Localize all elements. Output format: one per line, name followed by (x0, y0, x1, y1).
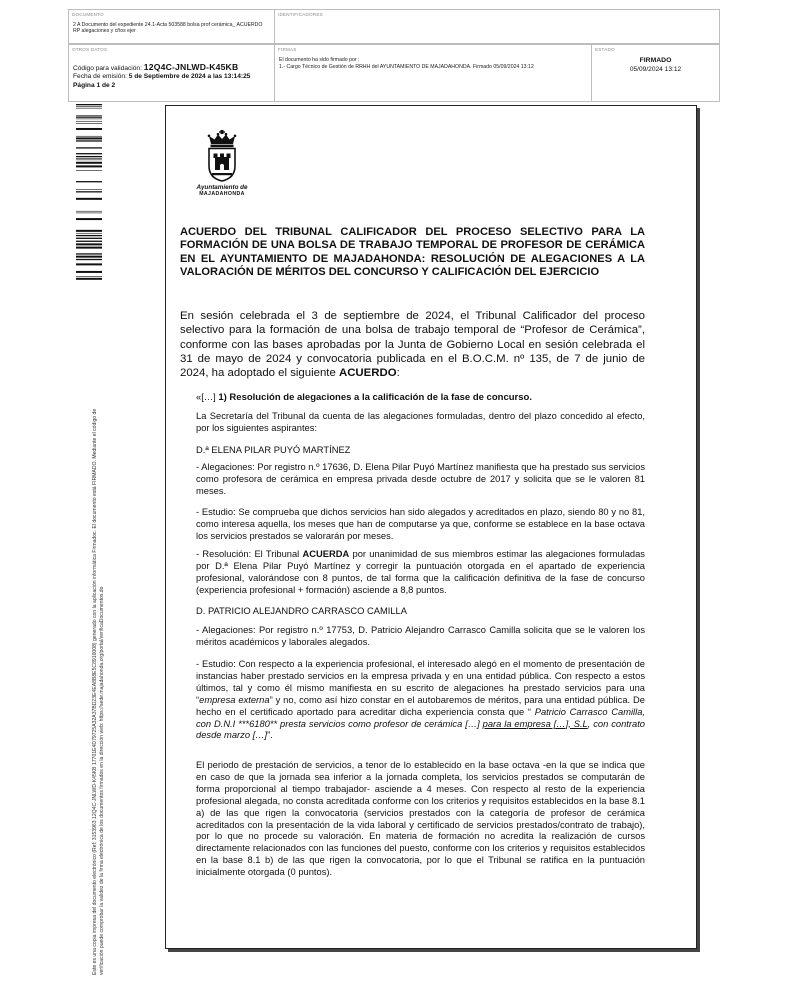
document-description: 2 A Documento del expediente 24.1-Acta 503588 bolsa prof cerámica_ ACUERDO RP alegaciones y cños ejer (73, 22, 263, 35)
identifiers-label: IDENTIFICADORES (278, 12, 323, 17)
emission-date: 5 de Septiembre de 2024 a las 13:14:25 (128, 73, 251, 80)
barcode-bar (76, 253, 102, 254)
barcode-bar (76, 162, 102, 164)
section-heading (196, 392, 645, 404)
validation-label: Código para validación: (73, 65, 142, 72)
page-count: Página 1 de 2 (73, 82, 116, 89)
status-date: 05/09/2024 13:12 (629, 66, 682, 73)
barcode-bar (76, 156, 102, 157)
estudio-1: - Estudio: Se comprueba que dichos servicios han sido alegados y acreditados en plazo, siendo 80 y no 81, como interesa aquella, los meses que han de computarse ya que, conforme se establece en la base octava los servicios prestados se valorarán por meses. (196, 507, 645, 541)
side-note-line-1: Este es una copia impresa del documento electrónico (Ref: 3153963 12Q4C-JNLWD-K45KB 17701E4D79725A32A37BD23E4EA8B8E5C8910008) generado con la aplicación informática Firmadoc. El documento está FIRMADO. Mediante el código de (92, 408, 98, 975)
estudio-2-part-1: - Estudio: Con respecto a la experiencia profesional, el interesado alegó en el momento de presentación de instancias haber prestado servicios en la empresa privada y en una entidad pública. Con respecto a estos últimos, tal y como él mismo manifiesta en su escrito de alegaciones ha prestado servicios para una “ (196, 659, 645, 705)
barcode-bar (76, 241, 102, 242)
barcode-bar (76, 263, 102, 265)
estudio-2 (196, 659, 645, 742)
document-label: DOCUMENTO (72, 12, 104, 17)
barcode-bar (76, 218, 102, 220)
resolucion-1-acuerda: ACUERDA (302, 549, 350, 559)
barcode-bar (76, 170, 102, 171)
intro-acuerdo: ACUERDO (338, 367, 397, 380)
barcode-bar (76, 230, 102, 232)
estudio-2-end: ”. (267, 730, 273, 741)
applicant-name-1: D.ª ELENA PILAR PUYÓ MARTÍNEZ (196, 445, 351, 455)
barcode-bar (76, 259, 102, 260)
logo-text-line-1: Ayuntamiento de (196, 184, 248, 191)
barcode-bar (76, 153, 102, 154)
barcode-bar (76, 137, 102, 139)
barcode-bar (76, 247, 102, 249)
barcode-bar (76, 238, 102, 239)
heading-prefix: «[…] (196, 392, 219, 402)
barcode-bar (76, 160, 102, 161)
barcode-bar (76, 140, 102, 141)
logo-text-line-2: MAJADAHONDA (199, 191, 245, 197)
validation-row (73, 62, 238, 72)
barcode-bar (76, 278, 102, 280)
barcode-bar (76, 106, 102, 107)
side-note-line-2: verificación puede comprobar la validez de la firma electrónica de los documentos firmados en la dirección web: https://sede.majadahonda.org/portal/verificaDocumentos.do (98, 586, 105, 975)
signatures-line-2: 1.- Cargo Técnico de Gestión de RRHH del AYUNTAMIENTO DE MAJADAHONDA. Firmado 05/09/2024 13:12 (279, 64, 534, 70)
coat-of-arms-icon (204, 130, 240, 182)
paragraph-periodo: El periodo de prestación de servicios, a tenor de lo establecido en la base octava -en la que se indica que en caso de que la jornada sea inferior a la jornada completa, los servicios prestados se computarán de forma proporcional al tiempo trabajador- asciende a 4 meses. Con respecto al resto de la experiencia profesional alegada, no consta acreditada conforme con los criterios y requisitos establecidos en la base 8.1 a) de las que rigen la convocatoria (servicios prestados con la categoría de profesor de cerámica acreditados con la presentación de la vida laboral y certificado de servicios prestados/contrato de trabajo), por lo que no procede su valoración. En materia de formación no acredita la realización de cursos directamente relacionados con las funciones del puesto, conforme con los criterios y requisitos establecidos en la base 8.1 b) de las que rigen la convocatoria, por lo que el Tribunal se ratifica en la puntuación inicialmente otorgada (0 puntos). (196, 760, 645, 878)
resolucion-1-post: por unanimidad de sus miembros estimar las alegaciones formuladas por D.ª Elena Pilar Puyó Martínez y corregir la puntuación otorgada en el apartado de experiencia profesional, valorándose con 8 puntos, de tal forma que la calificación definitiva de la fase de concurso (experiencia profesional + formación) asciende a 8,8 puntos. (196, 549, 645, 595)
barcode-bar (76, 191, 102, 192)
barcode-bar (76, 235, 102, 236)
signatures-line-1: El documento ha sido firmado por : (279, 57, 360, 63)
barcode-bar (76, 213, 102, 214)
barcode-bar (76, 181, 102, 182)
resolucion-1 (196, 549, 645, 597)
barcode-bar (76, 136, 102, 137)
estudio-2-quote-underlined: para la empresa […], S.L (482, 718, 588, 729)
other-data-label: OTROS DATOS (72, 47, 108, 52)
barcode-icon (76, 104, 102, 281)
barcode-bar (76, 119, 102, 120)
city-logo (187, 130, 257, 205)
other-data-box (68, 44, 275, 102)
resolucion-1-pre: - Resolución: El Tribunal (196, 549, 303, 559)
estudio-2-empresa-externa: empresa externa (199, 694, 270, 705)
estudio-2-quote-1: Patricio Carrasco Camilla, con D.N.I ***6180** presta servicios como profesor de cerámica […] (196, 706, 645, 729)
document-title: ACUERDO DEL TRIBUNAL CALIFICADOR DEL PROCESO SELECTIVO PARA LA FORMACIÓN DE UNA BOLSA DE TRABAJO TEMPORAL DE PROFESOR DE CERÁMICA EN EL AYUNTAMIENTO DE MAJADAHONDA: RESOLUCIÓN DE ALEGACIONES A LA VALORACIÓN DE MÉRITOS DEL CONCURSO Y CALIFICACIÓN DEL EJERCICIO (180, 226, 645, 279)
barcode-bar (76, 147, 102, 148)
barcode-bar (76, 211, 102, 212)
barcode-bar (76, 123, 102, 124)
identifiers-box (274, 9, 720, 44)
signatures-box (274, 44, 592, 102)
barcode-bar (76, 271, 102, 273)
barcode-bar (76, 198, 102, 200)
barcode-bar (76, 116, 102, 117)
alegaciones-2: - Alegaciones: Por registro n.º 17753, D. Patricio Alejandro Carrasco Camilla solicita que se le valoren los méritos académicos y laborales alegados. (196, 625, 645, 647)
intro-end: : (396, 367, 400, 380)
paragraph-secretaria: La Secretaría del Tribunal da cuenta de las alegaciones formuladas, dentro del plazo concedido al efecto, por los siguientes aspirantes: (196, 411, 645, 433)
status-label: ESTADO (595, 47, 615, 52)
heading-text: 1) Resolución de alegaciones a la calificación de la fase de concurso. (218, 392, 532, 403)
status-value: FIRMADO (639, 57, 672, 64)
barcode-bar (76, 115, 102, 116)
barcode-bar (76, 276, 102, 277)
alegaciones-1: - Alegaciones: Por registro n.º 17636, D. Elena Pilar Puyó Martínez manifiesta que ha prestado sus servicios como profesora de cerámica en empresa privada desde octubre de 2017 y solicita que se le valoren 81 meses. (196, 462, 645, 496)
emission-row (73, 73, 250, 80)
estudio-2-quote-2: , con contrato desde marzo […] (196, 718, 645, 741)
status-box (591, 44, 720, 102)
barcode-bar (76, 189, 102, 190)
barcode-bar (76, 165, 102, 167)
signatures-label: FIRMAS (278, 47, 297, 52)
intro-paragraph (180, 309, 645, 380)
document-box (68, 9, 275, 44)
barcode-bar (76, 256, 102, 258)
verification-side-note (80, 307, 104, 975)
emission-label: Fecha de emisión: (73, 73, 127, 80)
barcode-bar (76, 128, 102, 130)
validation-code[interactable]: 12Q4C-JNLWD-K45KB (143, 62, 239, 72)
intro-text: En sesión celebrada el 3 de septiembre de 2024, el Tribunal Calificador del proceso selectivo para la formación de una bolsa de trabajo temporal de “Profesor de Cerámica”, conforme con las bases aprobadas por la Junta de Gobierno Local en sesión celebrada el 31 de mayo de 2024 y convocatoria publicada en el B.O.C.M. nº 135, de 7 de junio de 2024, ha adoptado el siguiente (180, 310, 645, 380)
barcode-bar (76, 158, 102, 159)
barcode-bar (76, 121, 102, 122)
barcode-bar (76, 108, 102, 109)
applicant-name-2: D. PATRICIO ALEJANDRO CARRASCO CAMILLA (196, 606, 407, 616)
barcode-bar (76, 104, 102, 105)
barcode-bar (76, 233, 102, 234)
barcode-bar (76, 243, 102, 245)
estudio-2-part-2: ” y no, como así hizo constar en el autobaremos de méritos, para una entidad pública. De hecho en el certificado aportado para acreditar dicha experiencia consta que “ (196, 694, 645, 717)
